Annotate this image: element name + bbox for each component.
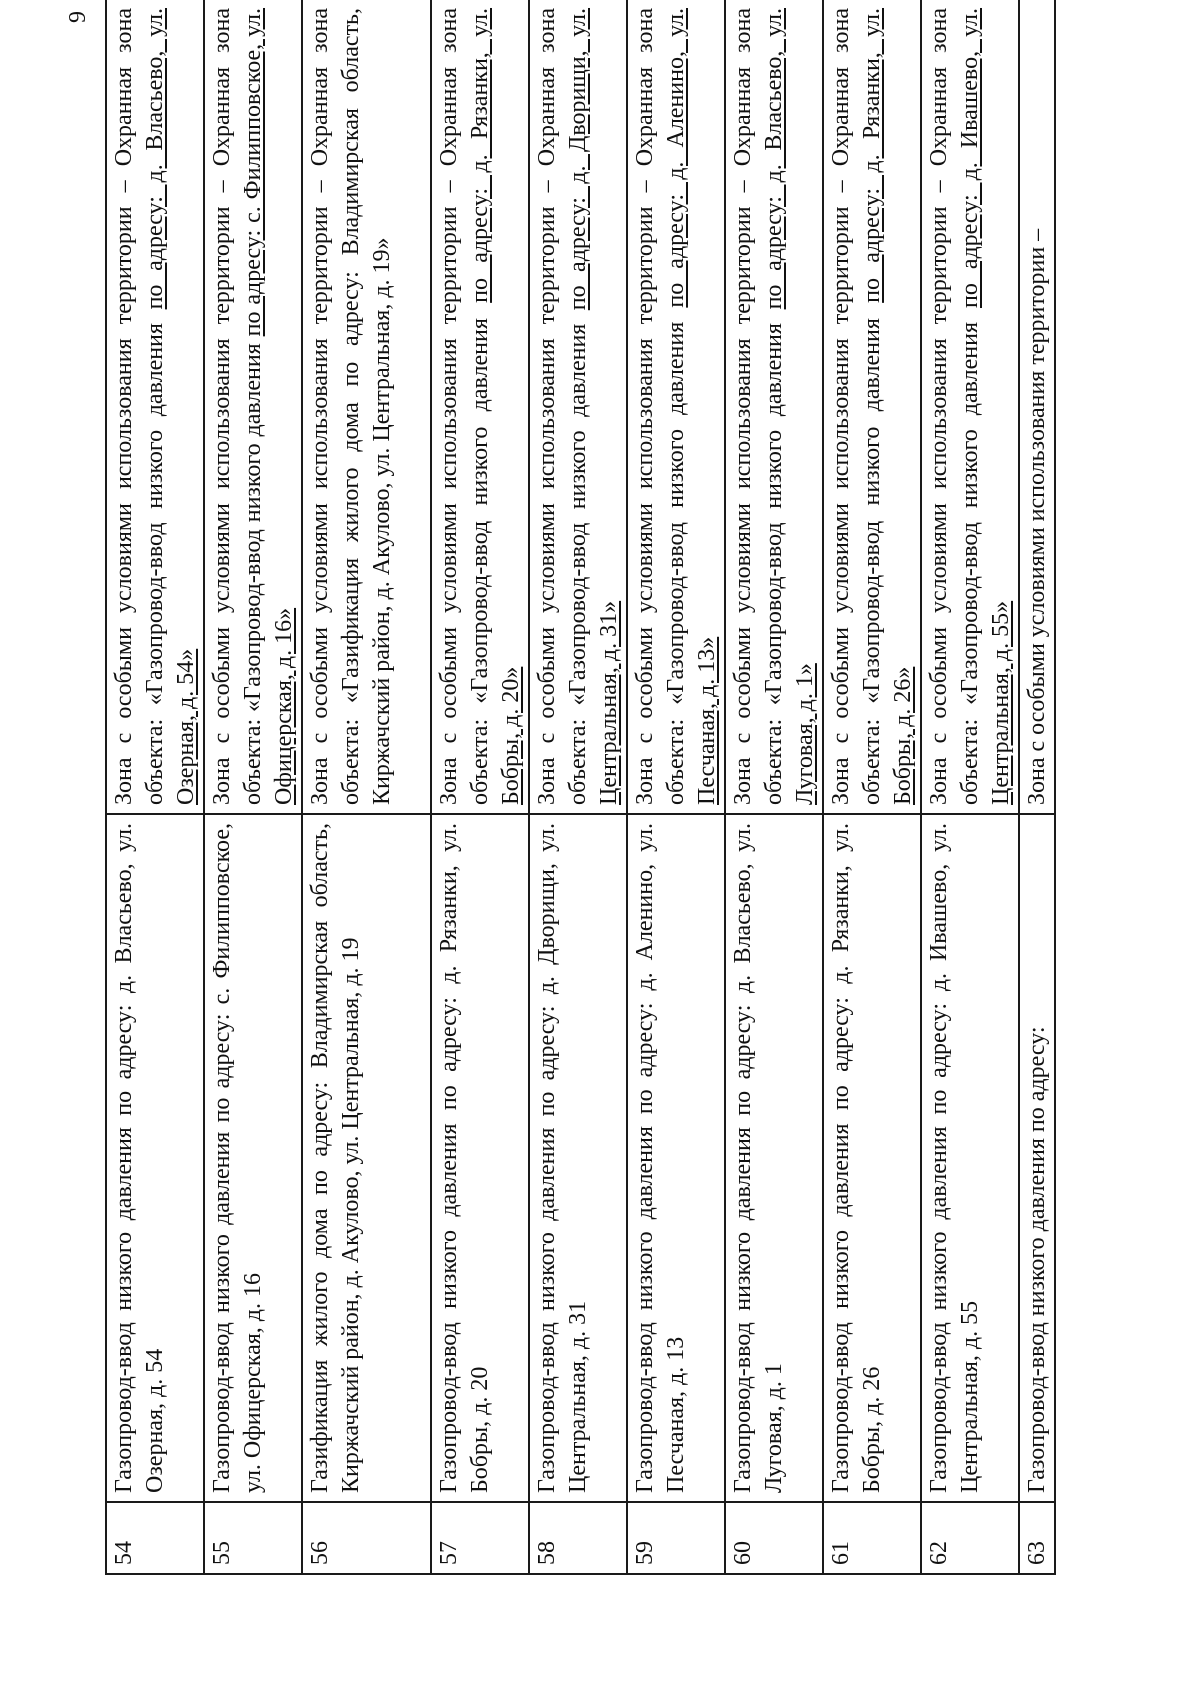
table-row bbox=[106, 0, 204, 1574]
row-number: 57 bbox=[431, 1502, 529, 1574]
object-name: Газопровод-ввод низкого давления по адресу: с. Филипповское, ул. Офицерская, д. 16 bbox=[204, 814, 302, 1502]
zone-description bbox=[106, 0, 204, 814]
object-name: Газификация жилого дома по адресу: Владимирская область, Киржачский район, д. Акулово, ул. Центральная, д. 19 bbox=[302, 814, 431, 1502]
zone-text: Зона с особыми условиями использования территории – Охранная зона объекта: «Газопровод-ввод низкого давления bbox=[436, 8, 493, 805]
table-row bbox=[627, 0, 725, 1574]
zone-address: по адресу: д. Власьево, ул. Озерная, д. 54» bbox=[142, 8, 199, 805]
zone-description bbox=[627, 0, 725, 814]
object-name: Газопровод-ввод низкого давления по адресу: д. Власьево, ул. Луговая, д. 1 bbox=[725, 814, 823, 1502]
zone-text: Зона с особыми условиями использования территории – Охранная зона объекта: «Газификация жилого дома по адресу: Владимирская область, Киржачский район, д. Акулово, ул. Центральная, д. 19» bbox=[307, 8, 395, 805]
zone-text: Зона с особыми условиями использования территории – Охранная зона объекта: «Газопровод-ввод низкого давления bbox=[632, 8, 689, 805]
table-row bbox=[1019, 0, 1055, 1574]
zone-text: Зона с особыми условиями использования территории – Охранная зона объекта: «Газопровод-ввод низкого давления bbox=[828, 8, 885, 805]
zone-address: по адресу: д. Рязанки, ул. Бобры, д. 20» bbox=[467, 7, 524, 805]
table-row bbox=[725, 0, 823, 1574]
zone-address: по адресу: д. Ивашево, ул. Центральная, д. 55» bbox=[957, 7, 1014, 805]
table-row bbox=[529, 0, 627, 1574]
page-number: 9 bbox=[65, 11, 91, 23]
zone-text: Зона с особыми условиями использования территории – Охранная зона объекта: «Газопровод-ввод низкого давления bbox=[209, 8, 266, 805]
zone-text: Зона с особыми условиями использования территории – Охранная зона объекта: «Газопровод-ввод низкого давления bbox=[111, 8, 168, 805]
table-row bbox=[204, 0, 302, 1574]
zone-description bbox=[823, 0, 921, 814]
row-number: 61 bbox=[823, 1502, 921, 1574]
zone-description bbox=[1019, 0, 1055, 814]
zone-description bbox=[302, 0, 431, 814]
zone-address: по адресу: д. Власьево, ул. Луговая, д. 1» bbox=[761, 8, 818, 805]
zone-description bbox=[204, 0, 302, 814]
zone-text: Зона с особыми условиями использования территории – bbox=[1024, 228, 1050, 805]
object-name: Газопровод-ввод низкого давления по адресу: д. Рязанки, ул. Бобры, д. 26 bbox=[823, 814, 921, 1502]
zone-text: Зона с особыми условиями использования территории – Охранная зона объекта: «Газопровод-ввод низкого давления bbox=[534, 8, 591, 805]
object-name: Газопровод-ввод низкого давления по адресу: д. Власьево, ул. Озерная, д. 54 bbox=[106, 814, 204, 1502]
row-number: 55 bbox=[204, 1502, 302, 1574]
object-name: Газопровод-ввод низкого давления по адресу: bbox=[1019, 814, 1055, 1502]
zone-address: по адресу: д. Рязанки, ул. Бобры, д. 26» bbox=[859, 7, 916, 805]
row-number: 63 bbox=[1019, 1502, 1055, 1574]
zone-description bbox=[431, 0, 529, 814]
zone-text: Зона с особыми условиями использования территории – Охранная зона объекта: «Газопровод-ввод низкого давления bbox=[926, 8, 983, 805]
row-number: 59 bbox=[627, 1502, 725, 1574]
table-row bbox=[823, 0, 921, 1574]
row-number: 62 bbox=[921, 1502, 1019, 1574]
table-row bbox=[302, 0, 431, 1574]
zone-description bbox=[725, 0, 823, 814]
zone-description bbox=[921, 0, 1019, 814]
zones-table bbox=[105, 0, 1056, 1575]
row-number: 54 bbox=[106, 1502, 204, 1574]
object-name: Газопровод-ввод низкого давления по адресу: д. Ивашево, ул. Центральная, д. 55 bbox=[921, 814, 1019, 1502]
zone-text: Зона с особыми условиями использования территории – Охранная зона объекта: «Газопровод-ввод низкого давления bbox=[730, 8, 787, 805]
zone-address: по адресу: д. Аленино, ул. Песчаная, д. 13» bbox=[663, 8, 720, 805]
object-name: Газопровод-ввод низкого давления по адресу: д. Аленино, ул. Песчаная, д. 13 bbox=[627, 814, 725, 1502]
zone-address: по адресу: д. Дворищи, ул. Центральная, д. 31» bbox=[565, 7, 622, 805]
row-number: 56 bbox=[302, 1502, 431, 1574]
table-row bbox=[431, 0, 529, 1574]
table-row bbox=[921, 0, 1019, 1574]
row-number: 58 bbox=[529, 1502, 627, 1574]
zone-description bbox=[529, 0, 627, 814]
row-number: 60 bbox=[725, 1502, 823, 1574]
object-name: Газопровод-ввод низкого давления по адресу: д. Дворищи, ул. Центральная, д. 31 bbox=[529, 814, 627, 1502]
zone-address: по адресу: с. Филипповское, ул. Офицерская, д. 16» bbox=[240, 7, 297, 805]
object-name: Газопровод-ввод низкого давления по адресу: д. Рязанки, ул. Бобры, д. 20 bbox=[431, 814, 529, 1502]
rotated-page bbox=[65, 0, 1105, 1575]
